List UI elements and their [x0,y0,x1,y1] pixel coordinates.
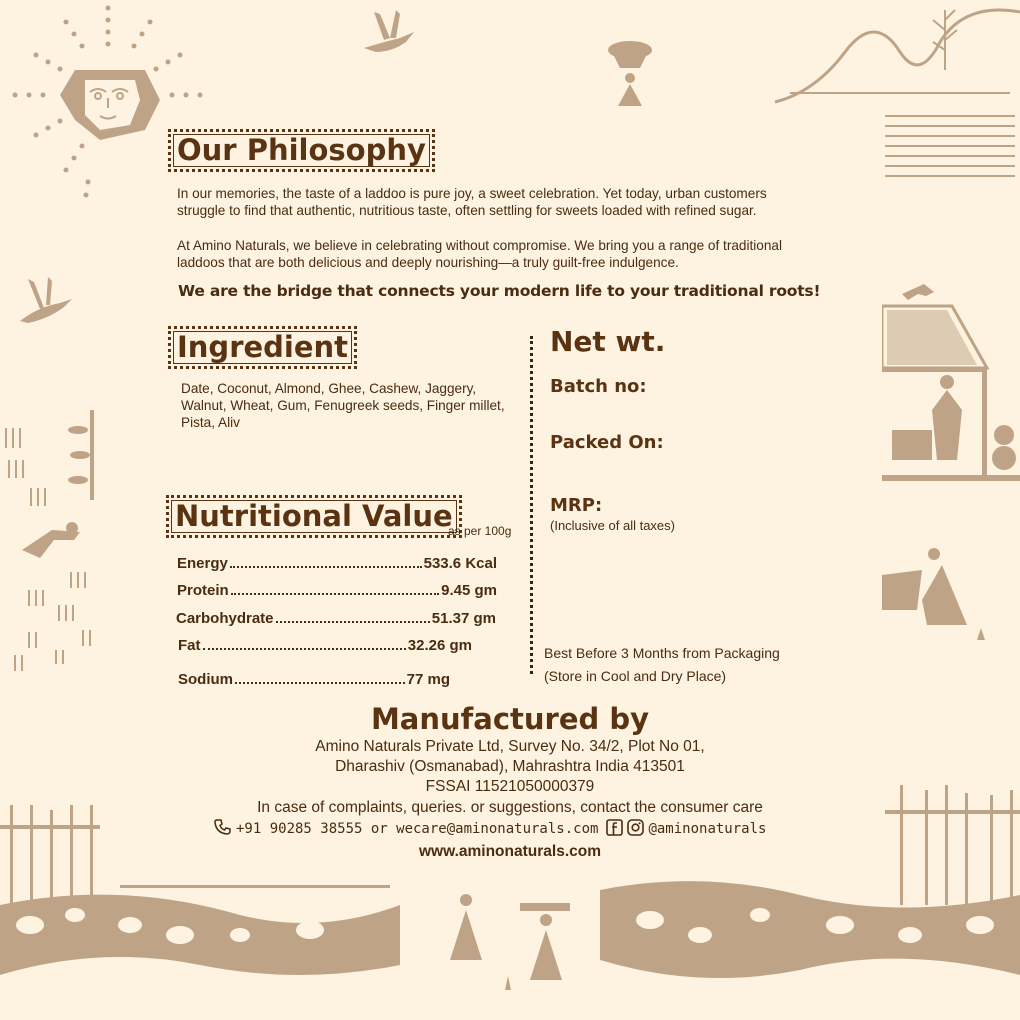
facebook-icon [606,819,623,839]
philosophy-paragraph-2: At Amino Naturals, we believe in celebrating without compromise. We bring you a range of traditional laddoos that are both delicious and deeply nourishing—a truly guilt-free indulgence. [177,238,782,271]
philosophy-title: Our Philosophy [168,129,435,172]
manufacturer-title: Manufactured by [370,702,650,736]
bird-illustration [14,275,74,330]
philosophy-paragraph-1: In our memories, the taste of a laddoo is pure joy, a sweet celebration. Yet today, urban customers struggle to find that authentic, nutritious taste, often settling for sweets loaded with refined sugar. [177,186,767,219]
leader-dots [230,566,422,568]
nutrient-label: Carbohydrate [176,610,274,627]
column-divider [530,336,533,674]
instagram-icon [627,819,644,839]
batch-number-label: Batch no: [550,376,647,397]
nutrient-value: 51.37 gm [431,610,496,627]
nutrient-label: Energy [177,555,228,572]
leader-dots [235,682,405,684]
leader-dots [231,593,439,595]
nutrient-value: 32.26 gm [407,637,472,654]
contact-text: +91 90285 38555 or wecare@aminonaturals.com [236,820,599,837]
manufacturer-address-line-2: Dharashiv (Osmanabad), Mahrashtra India 413501 [335,758,685,775]
woman-working-illustration [882,540,1002,660]
plants-illustration [0,400,105,680]
complaint-text: In case of complaints, queries. or suggestions, contact the consumer care [257,799,763,816]
website-link[interactable]: www.aminonaturals.com [418,843,602,860]
nutrition-basis: as per 100g [448,524,512,538]
ingredient-list: Date, Coconut, Almond, Ghee, Cashew, Jaggery, Walnut, Wheat, Gum, Fenugreek seeds, Finger millet, Pista, Aliv [181,381,505,431]
leader-dots [203,648,406,650]
nutrition-row-sodium [178,671,450,688]
fssai-number: FSSAI 11521050000379 [425,778,595,795]
manufacturer-address-line-1: Amino Naturals Private Ltd, Survey No. 34/2, Plot No 01, [315,738,705,755]
net-weight-label: Net wt. [550,325,666,358]
storage-text: (Store in Cool and Dry Place) [544,668,727,684]
sun-illustration [0,0,210,205]
mrp-note: (Inclusive of all taxes) [550,518,675,533]
bird-illustration [360,8,420,60]
contact-line [214,818,766,839]
nutrient-value: 77 mg [406,671,450,688]
social-handle: @aminonaturals [648,820,767,837]
nutrition-row-protein [177,582,497,599]
nutrient-label: Protein [177,582,229,599]
philosophy-tagline: We are the bridge that connects your modern life to your traditional roots! [178,282,821,300]
nutrient-value: 9.45 gm [441,582,497,599]
hills-illustration [770,0,1020,190]
nutrient-label: Fat [178,637,201,654]
nutrient-label: Sodium [178,671,233,688]
nutrition-row-carbohydrate [176,610,496,627]
leader-dots [276,621,430,623]
packed-on-label: Packed On: [550,432,664,453]
nutrition-row-energy [177,555,497,572]
ingredient-title: Ingredient [168,326,357,369]
nutrient-value: 533.6 Kcal [423,555,497,572]
village-house-illustration [882,270,1020,485]
nutrition-title: Nutritional Value [166,495,462,538]
best-before-text: Best Before 3 Months from Packaging [544,645,780,661]
woman-with-pot-illustration [602,38,657,106]
nutrition-row-fat [178,637,472,654]
phone-icon [214,818,232,839]
mrp-label: MRP: [550,495,603,516]
